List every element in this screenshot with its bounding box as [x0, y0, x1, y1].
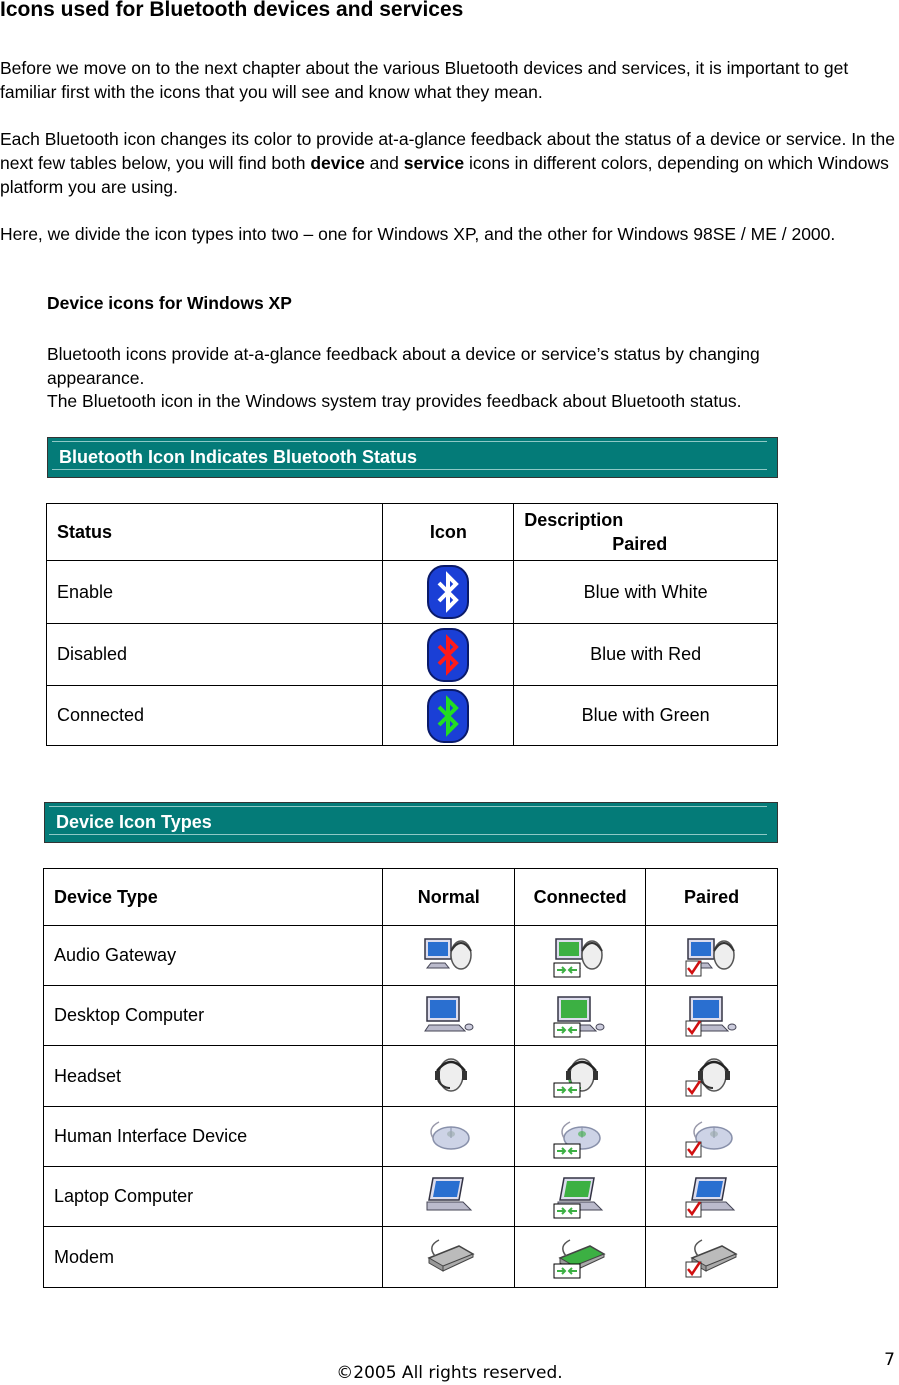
icon-header: Icon: [383, 504, 514, 561]
page-number: 7: [884, 1350, 895, 1370]
device-row-laptop-computer: [44, 1167, 778, 1227]
laptop-icon-normal: [421, 1174, 477, 1220]
mouse-icon-normal: [421, 1114, 477, 1160]
device-type: Headset: [44, 1046, 383, 1107]
icon-cell: [383, 1167, 515, 1227]
icon-cell: [646, 1227, 778, 1288]
modem-icon-normal: [421, 1234, 477, 1280]
intro-text: and: [364, 153, 404, 173]
device-type: Human Interface Device: [44, 1107, 383, 1167]
laptop-icon-connected: [552, 1174, 608, 1220]
device-row-desktop-computer: [44, 986, 778, 1046]
headset-icon-connected: [552, 1053, 608, 1099]
status-description: Blue with Green: [514, 686, 778, 746]
bluetooth-red-icon: [426, 627, 470, 683]
status-description: Blue with Red: [514, 624, 778, 686]
device-row-human-interface-device: [44, 1107, 778, 1167]
laptop-icon-paired: [684, 1174, 740, 1220]
headset-icon-normal: [421, 1053, 477, 1099]
icon-cell: [383, 1107, 515, 1167]
icon-cell: [515, 986, 646, 1046]
device-row-modem: [44, 1227, 778, 1288]
device-table: [43, 868, 778, 1288]
status-table-title: Bluetooth Icon Indicates Bluetooth Status: [59, 447, 418, 467]
mouse-icon-paired: [684, 1114, 740, 1160]
intro-text: Each Bluetooth icon changes its color to provide at-a-glance feedback about the status of a device or service. In the next few tables below, you will find both: [0, 129, 895, 173]
device-table-header: [44, 869, 778, 926]
paired-header: Paired: [646, 869, 778, 926]
desktop-computer-icon-normal: [421, 993, 477, 1039]
status-table: [46, 503, 778, 746]
device-type: Laptop Computer: [44, 1167, 383, 1227]
status-name: Disabled: [47, 624, 383, 686]
mouse-icon-connected: [552, 1114, 608, 1160]
device-type: Audio Gateway: [44, 926, 383, 986]
device-type-header: Device Type: [44, 869, 383, 926]
desktop-computer-icon-connected: [552, 993, 608, 1039]
device-type: Modem: [44, 1227, 383, 1288]
icon-cell: [515, 1107, 646, 1167]
intro-paragraph-3: Here, we divide the icon types into two – one for Windows XP, and the other for Windows 98SE / ME / 2000.: [0, 224, 836, 244]
status-icon-cell: [383, 561, 514, 624]
icon-cell: [515, 1227, 646, 1288]
section-heading-xp: Device icons for Windows XP: [47, 293, 292, 313]
icon-cell: [646, 926, 778, 986]
device-table-title-bar: [44, 802, 778, 843]
status-description: Blue with White: [514, 561, 778, 624]
icon-cell: [646, 986, 778, 1046]
audio-gateway-icon-normal: [421, 933, 477, 979]
icon-cell: [515, 926, 646, 986]
icon-cell: [383, 986, 515, 1046]
status-row: [47, 686, 778, 746]
audio-gateway-icon-connected: [552, 933, 608, 979]
intro-text: icons in different colors, depending on which Windows platform you are using.: [0, 153, 889, 197]
service-keyword: service: [403, 153, 465, 173]
status-icon-cell: [383, 624, 514, 686]
device-type: Desktop Computer: [44, 986, 383, 1046]
status-row: [47, 624, 778, 686]
intro-paragraph-2: [0, 127, 895, 199]
icon-cell: [383, 926, 515, 986]
device-row-headset: [44, 1046, 778, 1107]
xp-body-1: Bluetooth icons provide at-a-glance feedback about a device or service’s status by changing appearance.: [47, 344, 760, 388]
device-keyword: device: [310, 153, 365, 173]
intro-paragraph-1: Before we move on to the next chapter about the various Bluetooth devices and services, it is important to get familiar first with the icons that you will see and know what they mean.: [0, 58, 849, 102]
paired-label: Paired: [612, 534, 668, 554]
status-row: [47, 561, 778, 624]
description-header: [514, 504, 778, 561]
page-title: Icons used for Bluetooth devices and services: [0, 0, 464, 21]
modem-icon-paired: [684, 1234, 740, 1280]
copyright-footer: ©2005 All rights reserved.: [336, 1363, 563, 1383]
bluetooth-green-icon: [426, 688, 470, 744]
connected-header: Connected: [515, 869, 646, 926]
status-table-header: [47, 504, 778, 561]
description-label: Description: [524, 510, 624, 530]
desktop-computer-icon-paired: [684, 993, 740, 1039]
headset-icon-paired: [684, 1053, 740, 1099]
device-table-title: Device Icon Types: [56, 812, 212, 832]
icon-cell: [646, 1167, 778, 1227]
xp-body-2: The Bluetooth icon in the Windows system tray provides feedback about Bluetooth status.: [47, 391, 742, 411]
icon-cell: [646, 1046, 778, 1107]
icon-cell: [515, 1167, 646, 1227]
status-name: Connected: [47, 686, 383, 746]
status-header: Status: [47, 504, 383, 561]
audio-gateway-icon-paired: [684, 933, 740, 979]
status-icon-cell: [383, 686, 514, 746]
modem-icon-connected: [552, 1234, 608, 1280]
icon-cell: [515, 1046, 646, 1107]
normal-header: Normal: [383, 869, 515, 926]
icon-cell: [646, 1107, 778, 1167]
device-row-audio-gateway: [44, 926, 778, 986]
status-table-title-bar: [47, 437, 778, 478]
bluetooth-white-icon: [426, 564, 470, 620]
icon-cell: [383, 1046, 515, 1107]
icon-cell: [383, 1227, 515, 1288]
status-name: Enable: [47, 561, 383, 624]
